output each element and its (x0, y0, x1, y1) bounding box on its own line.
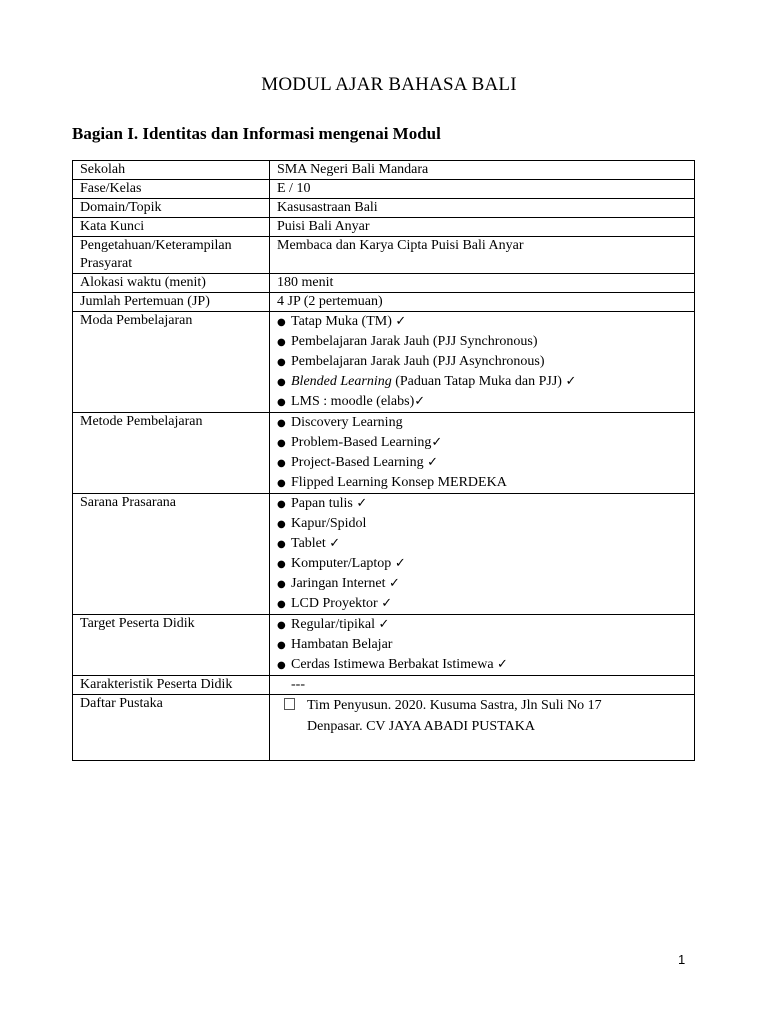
bullet-dot-icon: ● (277, 519, 286, 530)
list-item: ● LMS : moodle (elabs)✓ (277, 392, 694, 412)
bullet-dot-icon: ● (277, 620, 286, 631)
row-value-target (270, 615, 695, 676)
row-label-kata-kunci: Kata Kunci (73, 218, 270, 237)
list-item: ● Pembelajaran Jarak Jauh (PJJ Synchronous) (277, 332, 694, 352)
row-label-sarana: Sarana Prasarana (73, 494, 270, 615)
table-row (73, 161, 695, 180)
table-row (73, 293, 695, 312)
list-item: ● Regular/tipikal ✓ (277, 615, 694, 635)
table-row (73, 494, 695, 615)
row-label-prasyarat (73, 237, 270, 274)
list-item: ● Hambatan Belajar (277, 635, 694, 655)
bullet-dot-icon: ● (277, 599, 286, 610)
row-label-karakteristik: Karakteristik Peserta Didik (73, 676, 270, 695)
row-value-kata-kunci: Puisi Bali Anyar (270, 218, 695, 237)
check-mark-icon: ✓ (394, 556, 406, 571)
row-label-pustaka: Daftar Pustaka (73, 695, 270, 761)
table-row (73, 199, 695, 218)
table-row (73, 180, 695, 199)
bullet-dot-icon: ● (277, 418, 286, 429)
document-title: MODUL AJAR BAHASA BALI (261, 74, 517, 95)
bullet-dot-icon: ● (277, 499, 286, 510)
bullet-dot-icon: ● (277, 357, 286, 368)
check-mark-icon: ✓ (378, 617, 390, 632)
table-row (73, 695, 695, 761)
check-mark-icon: ✓ (329, 536, 341, 551)
check-mark-icon: ✓ (395, 314, 407, 329)
list-item: ● Jaringan Internet ✓ (277, 574, 694, 594)
list-item: ● Komputer/Laptop ✓ (277, 554, 694, 574)
section-heading: Bagian I. Identitas dan Informasi mengenai Modul (72, 124, 441, 143)
check-mark-icon: ✓ (356, 496, 368, 511)
bullet-dot-icon: ● (277, 317, 286, 328)
bullet-dot-icon: ● (277, 660, 286, 671)
list-item: ● Papan tulis ✓ (277, 494, 694, 514)
table-row (73, 413, 695, 494)
moda-list (277, 312, 694, 412)
bullet-dot-icon: ● (277, 539, 286, 550)
row-value-domain: Kasusastraan Bali (270, 199, 695, 218)
check-mark-icon: ✓ (414, 394, 426, 409)
bullet-dot-icon: ● (277, 579, 286, 590)
table-row (73, 237, 695, 274)
row-value-alokasi: 180 menit (270, 274, 695, 293)
row-label-domain: Domain/Topik (73, 199, 270, 218)
metode-list (277, 413, 694, 493)
module-identity-table (72, 160, 695, 761)
row-label-target: Target Peserta Didik (73, 615, 270, 676)
row-value-sekolah: SMA Negeri Bali Mandara (270, 161, 695, 180)
table-row (73, 274, 695, 293)
bullet-dot-icon: ● (277, 397, 286, 408)
check-mark-icon: ✓ (388, 576, 400, 591)
check-mark-icon: ✓ (431, 435, 443, 450)
list-item: ● Tatap Muka (TM) ✓ (277, 312, 694, 332)
list-item: ● Kapur/Spidol (277, 514, 694, 534)
row-value-pustaka (270, 695, 695, 761)
bullet-dot-icon: ● (277, 438, 286, 449)
row-value-metode (270, 413, 695, 494)
list-item: ● Flipped Learning Konsep MERDEKA (277, 473, 694, 493)
list-item: ● Problem-Based Learning✓ (277, 433, 694, 453)
list-item: ● Discovery Learning (277, 413, 694, 433)
check-mark-icon: ✓ (427, 455, 438, 470)
list-item: ● Blended Learning (Paduan Tatap Muka dan PJJ) ✓ (277, 372, 694, 392)
missing-glyph-box-icon (284, 698, 295, 710)
list-item: ● Tablet ✓ (277, 534, 694, 554)
bullet-dot-icon: ● (277, 478, 286, 489)
bullet-dot-icon: ● (277, 559, 286, 570)
row-value-moda (270, 312, 695, 413)
row-label-metode: Metode Pembelajaran (73, 413, 270, 494)
bullet-dot-icon: ● (277, 458, 286, 469)
list-item: ● LCD Proyektor ✓ (277, 594, 694, 614)
check-mark-icon: ✓ (497, 657, 508, 672)
sarana-list (277, 494, 694, 614)
table-row (73, 676, 695, 695)
bullet-dot-icon: ● (277, 640, 286, 651)
row-value-prasyarat: Membaca dan Karya Cipta Puisi Bali Anyar (270, 237, 695, 274)
row-value-sarana (270, 494, 695, 615)
row-label-fase: Fase/Kelas (73, 180, 270, 199)
row-label-moda: Moda Pembelajaran (73, 312, 270, 413)
row-label-prasyarat-line1: Pengetahuan/Keterampilan (80, 238, 232, 253)
check-mark-icon: ✓ (381, 596, 393, 611)
table-row (73, 312, 695, 413)
table-row (73, 218, 695, 237)
row-value-karakteristik: --- (270, 676, 695, 695)
row-label-alokasi: Alokasi waktu (menit) (73, 274, 270, 293)
check-mark-icon: ✓ (565, 374, 577, 389)
list-item: ● Project-Based Learning ✓ (277, 453, 694, 473)
reference-line-2: Denpasar. CV JAYA ABADI PUSTAKA (307, 719, 535, 734)
target-list (277, 615, 694, 675)
list-item: ● Pembelajaran Jarak Jauh (PJJ Asynchronous) (277, 352, 694, 372)
row-label-prasyarat-line2: Prasyarat (80, 256, 133, 271)
bullet-dot-icon: ● (277, 377, 286, 388)
page-number: 1 (678, 952, 686, 967)
list-item: ● Cerdas Istimewa Berbakat Istimewa ✓ (277, 655, 694, 675)
row-value-fase: E / 10 (270, 180, 695, 199)
row-label-pertemuan: Jumlah Pertemuan (JP) (73, 293, 270, 312)
table-row (73, 615, 695, 676)
row-value-pertemuan: 4 JP (2 pertemuan) (270, 293, 695, 312)
row-label-sekolah: Sekolah (73, 161, 270, 180)
bullet-dot-icon: ● (277, 337, 286, 348)
reference-line-1: Tim Penyusun. 2020. Kusuma Sastra, Jln Suli No 17 (284, 695, 694, 716)
